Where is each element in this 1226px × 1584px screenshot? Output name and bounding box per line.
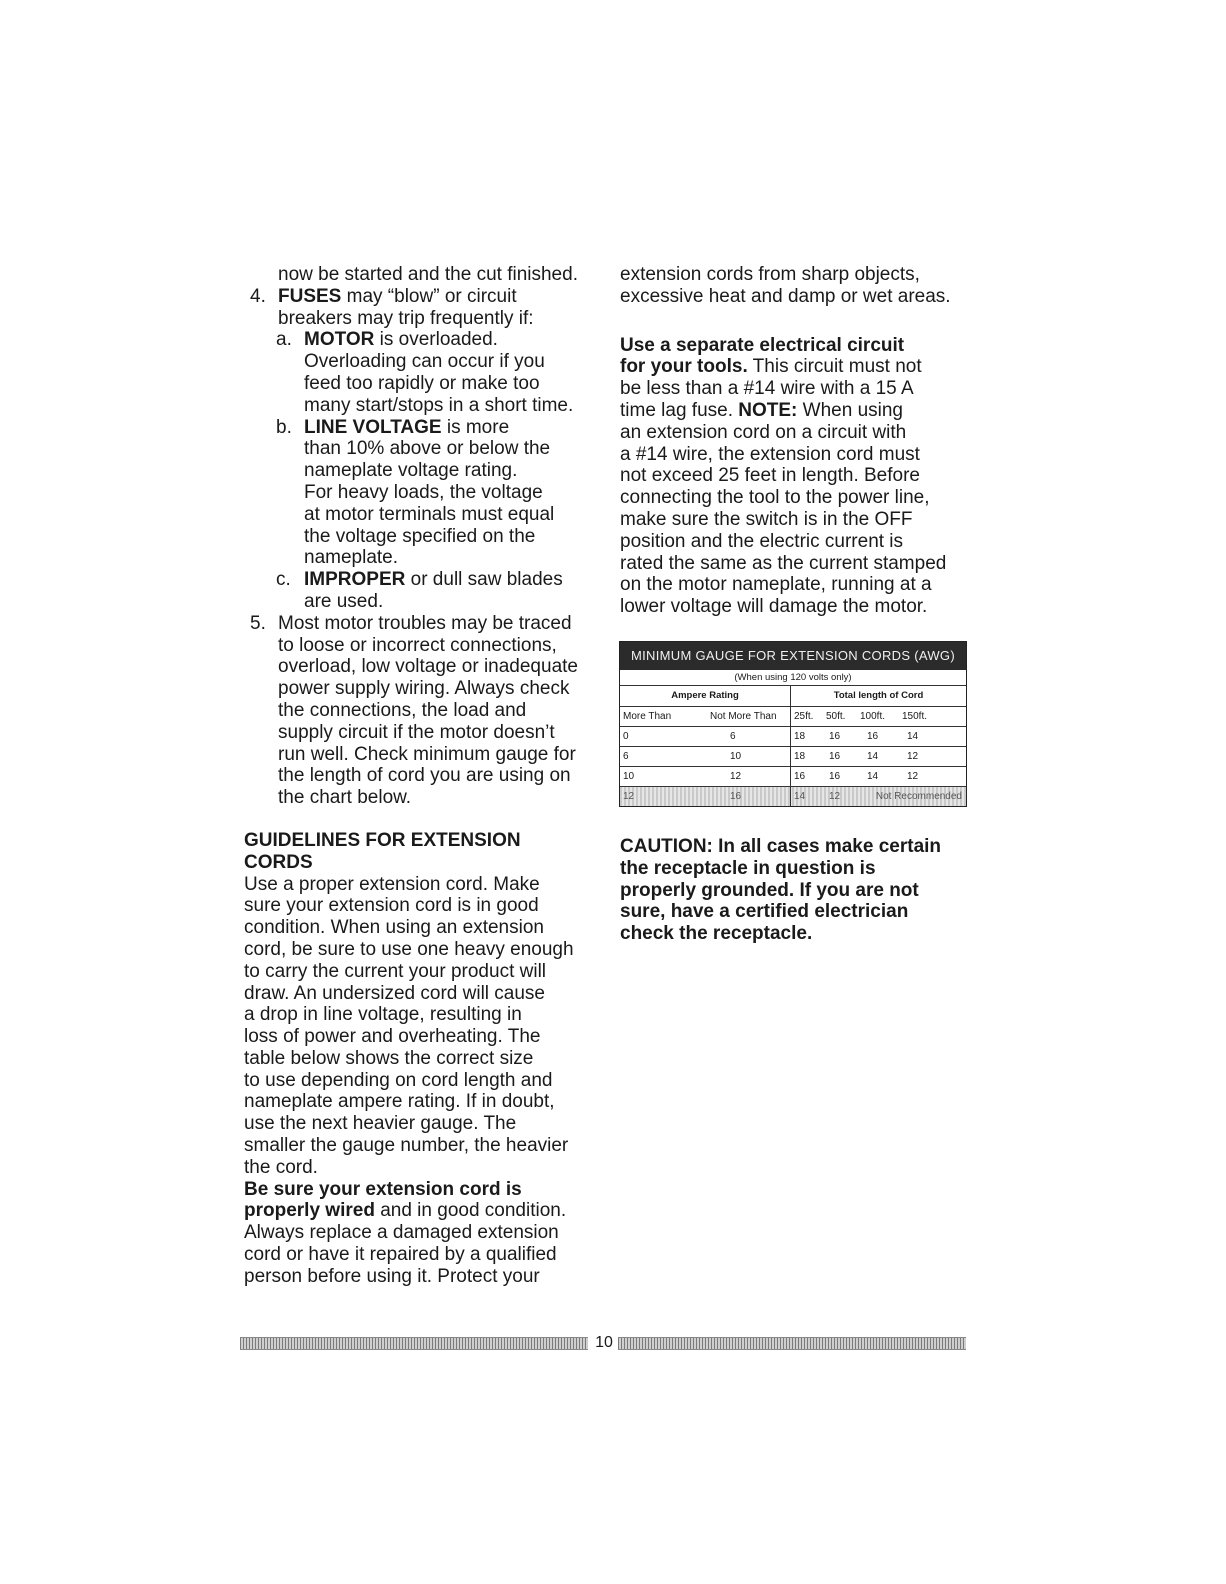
table-title: MINIMUM GAUGE FOR EXTENSION CORDS (AWG)	[620, 642, 966, 670]
table-subtitle: (When using 120 volts only)	[620, 670, 966, 686]
text-line: run well. Check minimum gauge for	[278, 743, 576, 765]
table-cell: 6	[623, 750, 629, 762]
text-line: now be started and the cut finished.	[278, 264, 578, 285]
caution-block	[620, 836, 970, 945]
list-item-5	[244, 613, 594, 635]
text-line: lower voltage will damage the motor.	[620, 596, 928, 618]
text-line: at motor terminals must equal	[304, 503, 555, 525]
line-voltage-term: LINE VOLTAGE	[304, 416, 442, 438]
table-row	[620, 727, 966, 747]
text-span: This circuit must not	[747, 356, 922, 378]
footer-bar-left	[240, 1337, 588, 1350]
table-row-not-recommended	[620, 787, 966, 806]
text-line: the chart below.	[278, 787, 412, 809]
table-cell: 16	[829, 770, 841, 782]
text-line: the cord.	[244, 1156, 318, 1178]
sub-label: a.	[276, 329, 292, 351]
text-line	[620, 400, 970, 422]
text-line: Overloading can occur if you	[304, 351, 545, 373]
caution-line: CAUTION: In all cases make certain	[620, 836, 942, 857]
text-line: on the motor nameplate, running at a	[620, 574, 932, 596]
table-cell: 18	[794, 730, 806, 742]
text-line: position and the electric current is	[620, 530, 904, 552]
table-cell: 16	[867, 730, 879, 742]
table-cell: 16	[794, 770, 806, 782]
motor-term: MOTOR	[304, 329, 375, 351]
text-line: to loose or incorrect connections,	[278, 634, 557, 656]
text-line: a drop in line voltage, resulting in	[244, 1004, 522, 1026]
table-column-header	[620, 707, 966, 727]
text-span: is overloaded.	[374, 329, 498, 351]
text-line	[620, 356, 970, 378]
text-line: not exceed 25 feet in length. Before	[620, 465, 920, 487]
section-heading: GUIDELINES FOR EXTENSION	[244, 829, 521, 851]
table-cell: 10	[623, 770, 635, 782]
table-cell: 12	[907, 770, 919, 782]
bold-span: properly wired	[244, 1200, 375, 1222]
text-line: extension cords from sharp objects,	[620, 264, 920, 285]
fuses-term: FUSES	[278, 285, 342, 307]
bold-span: for your tools.	[620, 356, 748, 378]
text-line: person before using it. Protect your	[244, 1265, 540, 1287]
text-line: to carry the current your product will	[244, 960, 547, 982]
col-150ft: 150ft.	[902, 710, 928, 722]
not-recommended-cell: Not Recommended	[875, 790, 962, 802]
text-line: an extension cord on a circuit with	[620, 421, 907, 443]
table-cell: 12	[623, 790, 635, 802]
footer-bar-right	[618, 1337, 966, 1350]
table-cell: 14	[794, 790, 806, 802]
sub-label: b.	[276, 416, 292, 438]
table-group-header	[620, 686, 966, 707]
list-number: 5.	[250, 612, 266, 634]
extension-cord-gauge-table	[619, 641, 967, 807]
text-span: time lag fuse.	[620, 399, 739, 421]
text-line: For heavy loads, the voltage	[304, 481, 543, 503]
text-line: breakers may trip frequently if:	[278, 307, 534, 329]
col-more-than: More Than	[623, 710, 672, 722]
text-line: many start/stops in a short time.	[304, 394, 574, 416]
text-line	[620, 335, 970, 357]
text-line: the voltage specified on the	[304, 525, 536, 547]
text-line: power supply wiring. Always check	[278, 678, 570, 700]
text-line: to use depending on cord length and	[244, 1069, 553, 1091]
text-span: Most motor troubles may be traced	[278, 612, 572, 634]
sub-item-a	[244, 329, 594, 351]
col-100ft: 100ft.	[860, 710, 886, 722]
table-cell: 10	[730, 750, 742, 762]
text-line: the length of cord you are using on	[278, 765, 571, 787]
text-line: Always replace a damaged extension	[244, 1222, 559, 1244]
page-footer	[240, 1333, 966, 1353]
caution-line: the receptacle in question is	[620, 857, 876, 879]
note-term: NOTE:	[738, 399, 798, 421]
table-cell: 16	[730, 790, 742, 802]
text-span: When using	[797, 399, 904, 421]
text-line: connecting the tool to the power line,	[620, 487, 930, 509]
text-line: nameplate ampere rating. If in doubt,	[244, 1091, 555, 1113]
section-heading: CORDS	[244, 851, 313, 873]
table-cell: 16	[829, 730, 841, 742]
table-cell: 0	[623, 730, 629, 742]
text-line: are used.	[304, 590, 384, 612]
caution-line: sure, have a certified electrician	[620, 901, 909, 923]
caution-line: check the receptacle.	[620, 923, 813, 945]
text-line: condition. When using an extension	[244, 917, 544, 939]
table-cell: 12	[907, 750, 919, 762]
text-line: than 10% above or below the	[304, 438, 551, 460]
col-50ft: 50ft.	[826, 710, 846, 722]
text-line: be less than a #14 wire with a 15 A	[620, 378, 914, 400]
text-line: make sure the switch is in the OFF	[620, 508, 913, 530]
text-span: and in good condition.	[374, 1200, 567, 1222]
table-cell: 16	[829, 750, 841, 762]
table-cell: 14	[907, 730, 919, 742]
text-line: rated the same as the current stamped	[620, 552, 947, 574]
text-line	[244, 1179, 594, 1201]
table-cell: 12	[730, 770, 742, 782]
text-line	[244, 1200, 594, 1222]
text-line: sure your extension cord is in good	[244, 895, 539, 917]
improper-term: IMPROPER	[304, 569, 406, 591]
table-cell: 12	[829, 790, 841, 802]
bold-span: Be sure your extension cord is	[244, 1178, 522, 1200]
text-span: is more	[441, 416, 510, 438]
text-line: the connections, the load and	[278, 699, 527, 721]
text-line: nameplate voltage rating.	[304, 460, 518, 482]
page-number: 10	[595, 1334, 613, 1351]
left-column	[244, 264, 594, 1288]
col-25ft: 25ft.	[794, 710, 814, 722]
text-line: cord or have it repaired by a qualified	[244, 1244, 557, 1266]
list-number: 4.	[250, 285, 266, 307]
right-column	[620, 264, 970, 618]
text-line: Use a proper extension cord. Make	[244, 873, 540, 895]
text-line: table below shows the correct size	[244, 1047, 534, 1069]
text-line: smaller the gauge number, the heavier	[244, 1135, 569, 1157]
table-row	[620, 767, 966, 787]
ampere-rating-header: Ampere Rating	[620, 686, 791, 706]
text-line: excessive heat and damp or wet areas.	[620, 285, 951, 307]
col-not-more-than: Not More Than	[710, 710, 777, 722]
text-line: loss of power and overheating. The	[244, 1026, 541, 1048]
table-cell: 18	[794, 750, 806, 762]
sub-item-b	[244, 417, 594, 439]
text-line: feed too rapidly or make too	[304, 372, 540, 394]
text-span: or dull saw blades	[405, 569, 563, 591]
table-row	[620, 747, 966, 767]
text-line: a #14 wire, the extension cord must	[620, 443, 920, 465]
text-line: overload, low voltage or inadequate	[278, 656, 578, 678]
table-cell: 6	[730, 730, 736, 742]
text-line: cord, be sure to use one heavy enough	[244, 938, 574, 960]
caution-line: properly grounded. If you are not	[620, 879, 919, 901]
sub-item-c	[244, 569, 594, 591]
bold-span: Use a separate electrical circuit	[620, 334, 905, 356]
text-line: nameplate.	[304, 547, 399, 569]
table-cell: 14	[867, 770, 879, 782]
text-line: use the next heavier gauge. The	[244, 1113, 517, 1135]
text-line: draw. An undersized cord will cause	[244, 982, 545, 1004]
text-span: may “blow” or circuit	[341, 285, 517, 307]
table-cell: 14	[867, 750, 879, 762]
sub-label: c.	[276, 569, 291, 591]
cord-length-header: Total length of Cord	[833, 690, 924, 701]
text-line: supply circuit if the motor doesn’t	[278, 721, 555, 743]
list-item-4	[244, 286, 594, 308]
